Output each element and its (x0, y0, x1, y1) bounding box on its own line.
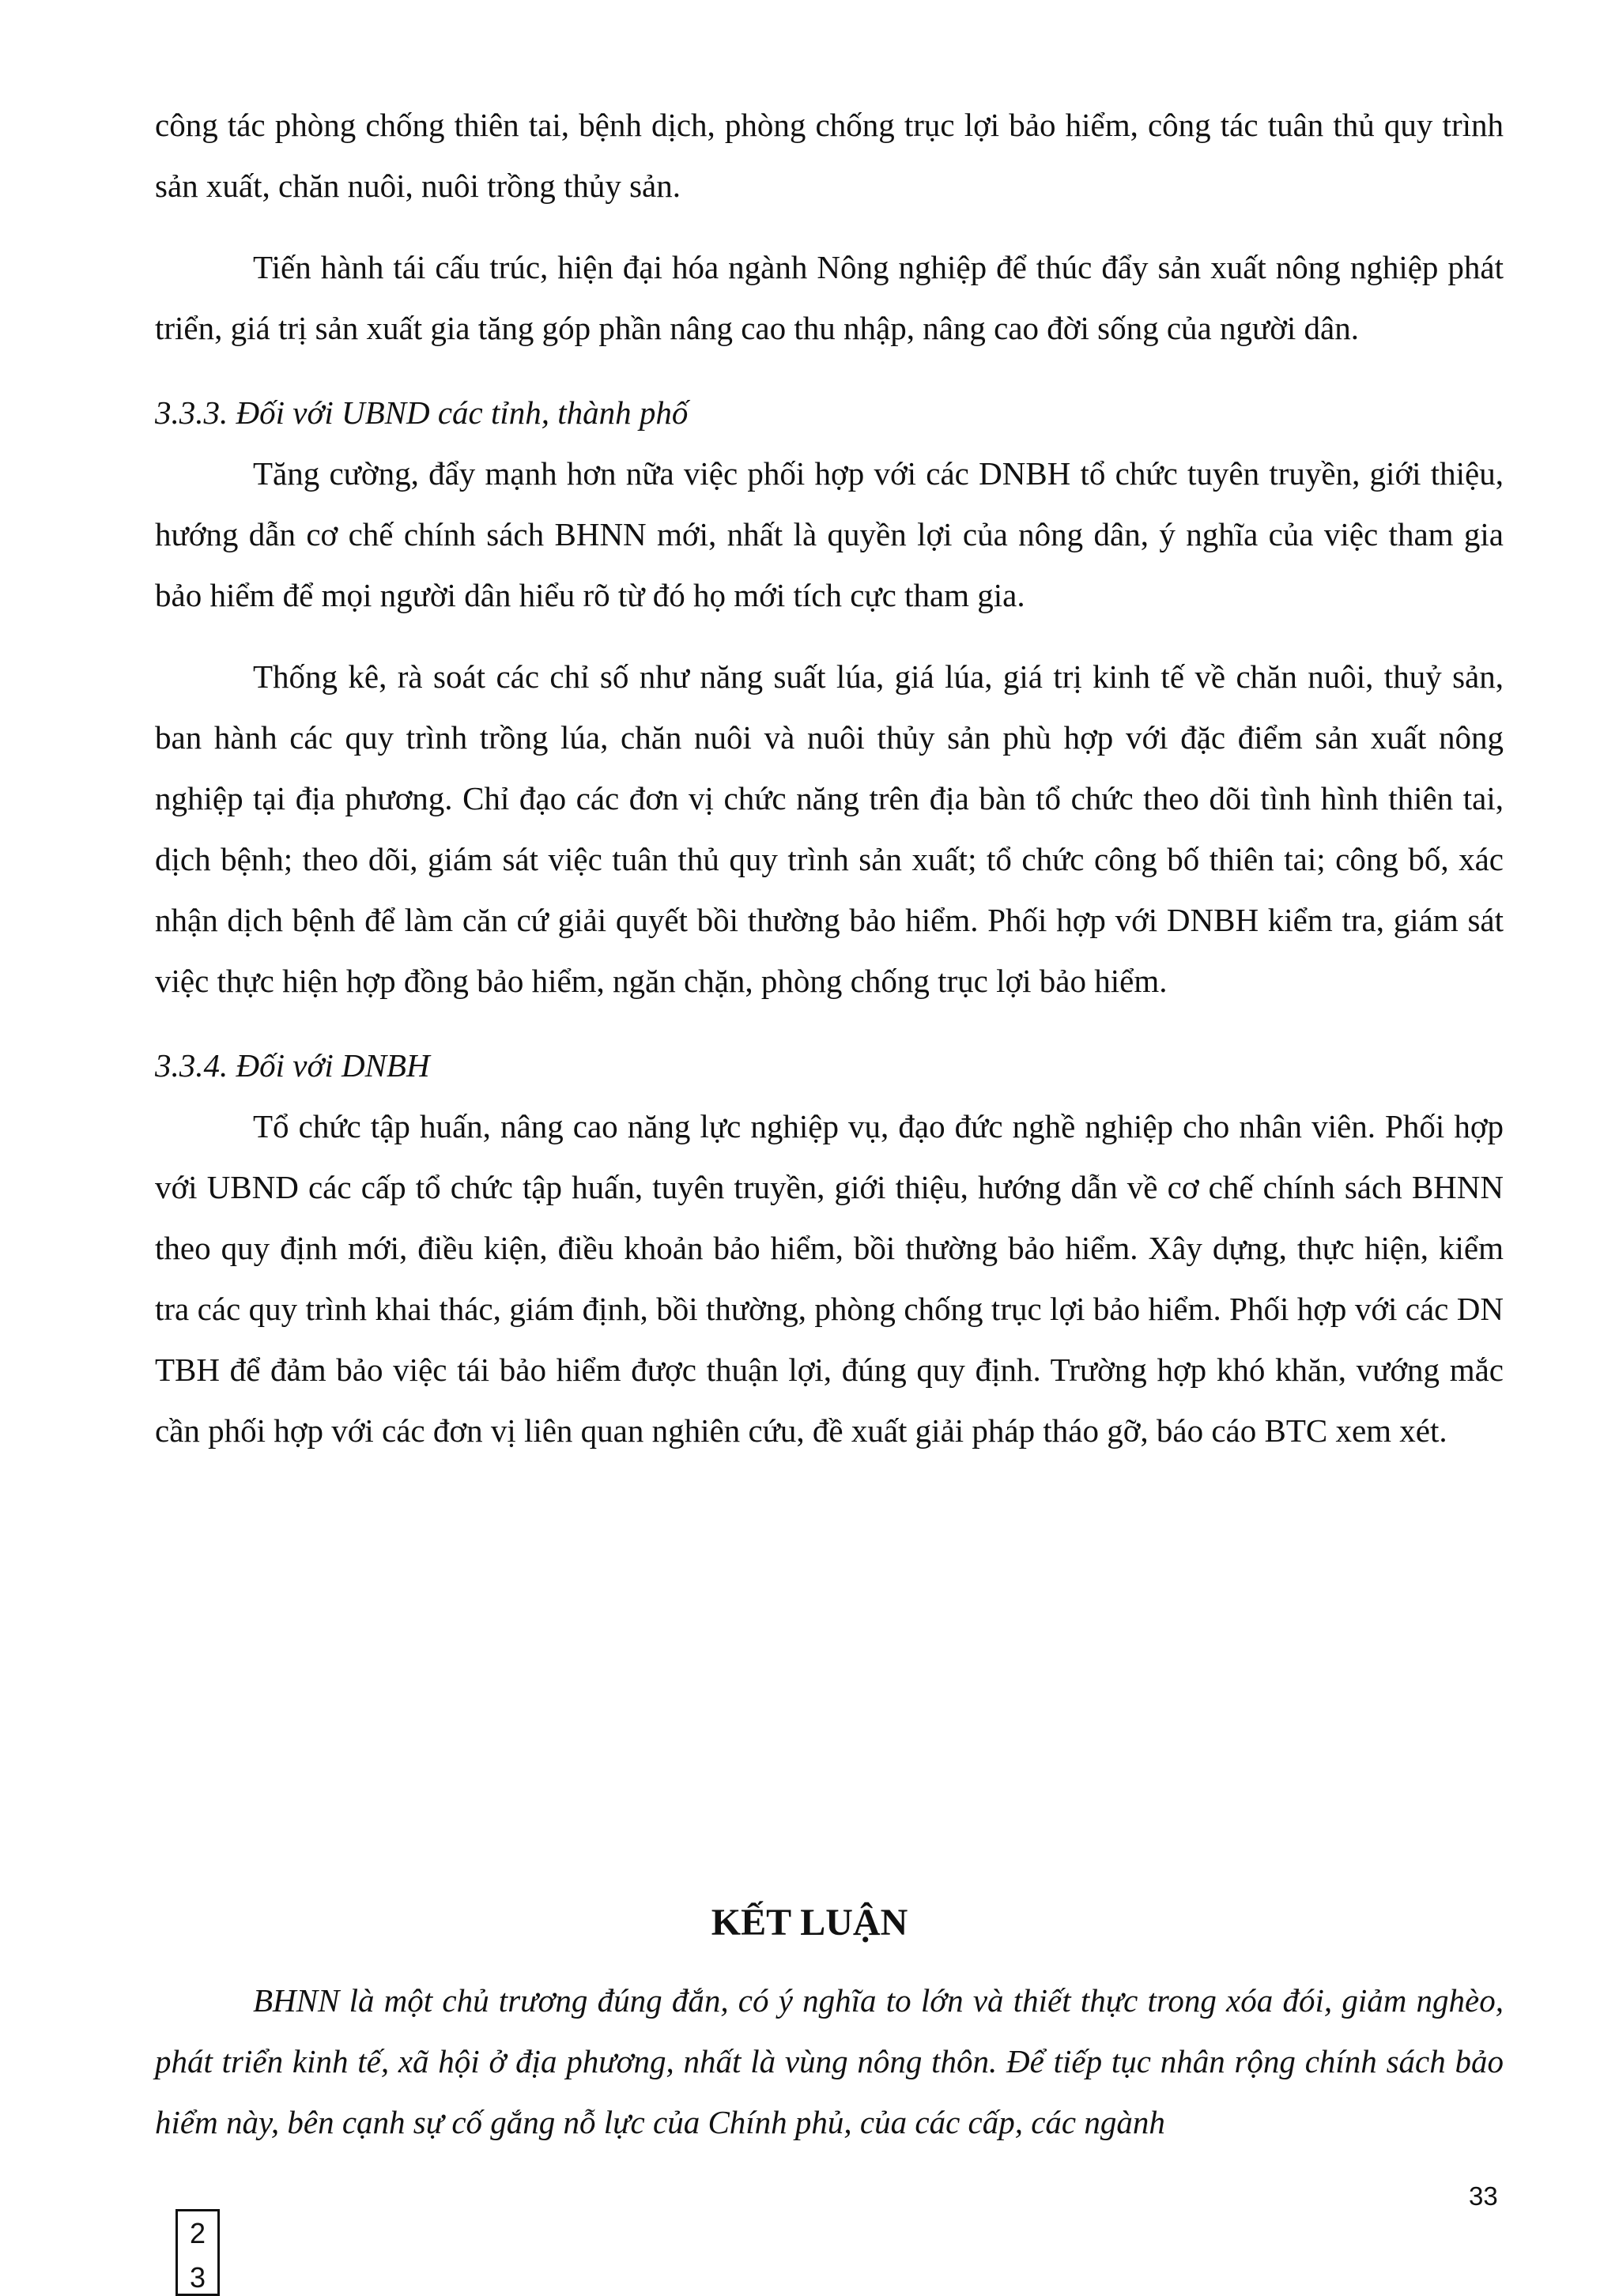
paragraph-ubnd-coordination: Tăng cường, đẩy mạnh hơn nữa việc phối hợp với các DNBH tổ chức tuyên truyền, giới thiệu, hướng dẫn cơ chế chính sách BHNN mới, nhất là quyền lợi của nông dân, ý nghĩa của việc tham gia bảo hiểm để mọi người dân hiểu rõ từ đó họ mới tích cực tham gia. (155, 455, 1504, 613)
paragraph-restructuring: Tiến hành tái cấu trúc, hiện đại hóa ngành Nông nghiệp để thúc đẩy sản xuất nông nghiệp phát triển, giá trị sản xuất gia tăng góp phần nâng cao thu nhập, nâng cao đời sống của người dân. (155, 249, 1504, 346)
page-number: 33 (1469, 2181, 1498, 2211)
conclusion-section (155, 1970, 1504, 2153)
section-heading-3-3-3: 3.3.3. Đối với UBND các tỉnh, thành phố (155, 394, 689, 431)
paragraph-dnbh: Tổ chức tập huấn, nâng cao năng lực nghiệp vụ, đạo đức nghề nghiệp cho nhân viên. Phối hợp với UBND các cấp tổ chức tập huấn, tuyên truyền, giới thiệu, hướng dẫn về cơ chế chính sách BHNN theo quy định mới, điều kiện, điều khoản bảo hiểm, bồi thường bảo hiểm. Xây dựng, thực hiện, kiểm tra các quy trình khai thác, giám định, bồi thường, phòng chống trục lợi bảo hiểm. Phối hợp với các DN TBH để đảm bảo việc tái bảo hiểm được thuận lợi, đúng quy định. Trường hợp khó khăn, vướng mắc cần phối hợp với các đơn vị liên quan nghiên cứu, đề xuất giải pháp tháo gỡ, báo cáo BTC xem xét. (155, 1108, 1504, 1449)
section-heading-3-3-4: 3.3.4. Đối với DNBH (155, 1047, 430, 1084)
conclusion-title: KẾT LUẬN (711, 1902, 908, 1943)
document-body (155, 95, 1504, 1461)
paragraph-ubnd-statistics: Thống kê, rà soát các chỉ số như năng suất lúa, giá lúa, giá trị kinh tế về chăn nuôi, thuỷ sản, ban hành các quy trình trồng lúa, chăn nuôi và nuôi thủy sản phù hợp với đặc điểm sản xuất nông nghiệp tại địa phương. Chỉ đạo các đơn vị chức năng trên địa bàn tổ chức theo dõi tình hình thiên tai, dịch bệnh; theo dõi, giám sát việc tuân thủ quy trình sản xuất; tổ chức công bố thiên tai; công bố, xác nhận dịch bệnh để làm căn cứ giải quyết bồi thường bảo hiểm. Phối hợp với DNBH kiểm tra, giám sát việc thực hiện hợp đồng bảo hiểm, ngăn chặn, phòng chống trục lợi bảo hiểm. (155, 658, 1504, 999)
footer-page-box: 2 3 (175, 2209, 220, 2296)
paragraph-continuation: công tác phòng chống thiên tai, bệnh dịch, phòng chống trục lợi bảo hiểm, công tác tuân thủ quy trình sản xuất, chăn nuôi, nuôi trồng thủy sản. (155, 107, 1504, 204)
conclusion-paragraph: BHNN là một chủ trương đúng đắn, có ý nghĩa to lớn và thiết thực trong xóa đói, giảm nghèo, phát triển kinh tế, xã hội ở địa phương, nhất là vùng nông thôn. Để tiếp tục nhân rộng chính sách bảo hiểm này, bên cạnh sự cố gắng nỗ lực của Chính phủ, của các cấp, các ngành (155, 1982, 1504, 2140)
